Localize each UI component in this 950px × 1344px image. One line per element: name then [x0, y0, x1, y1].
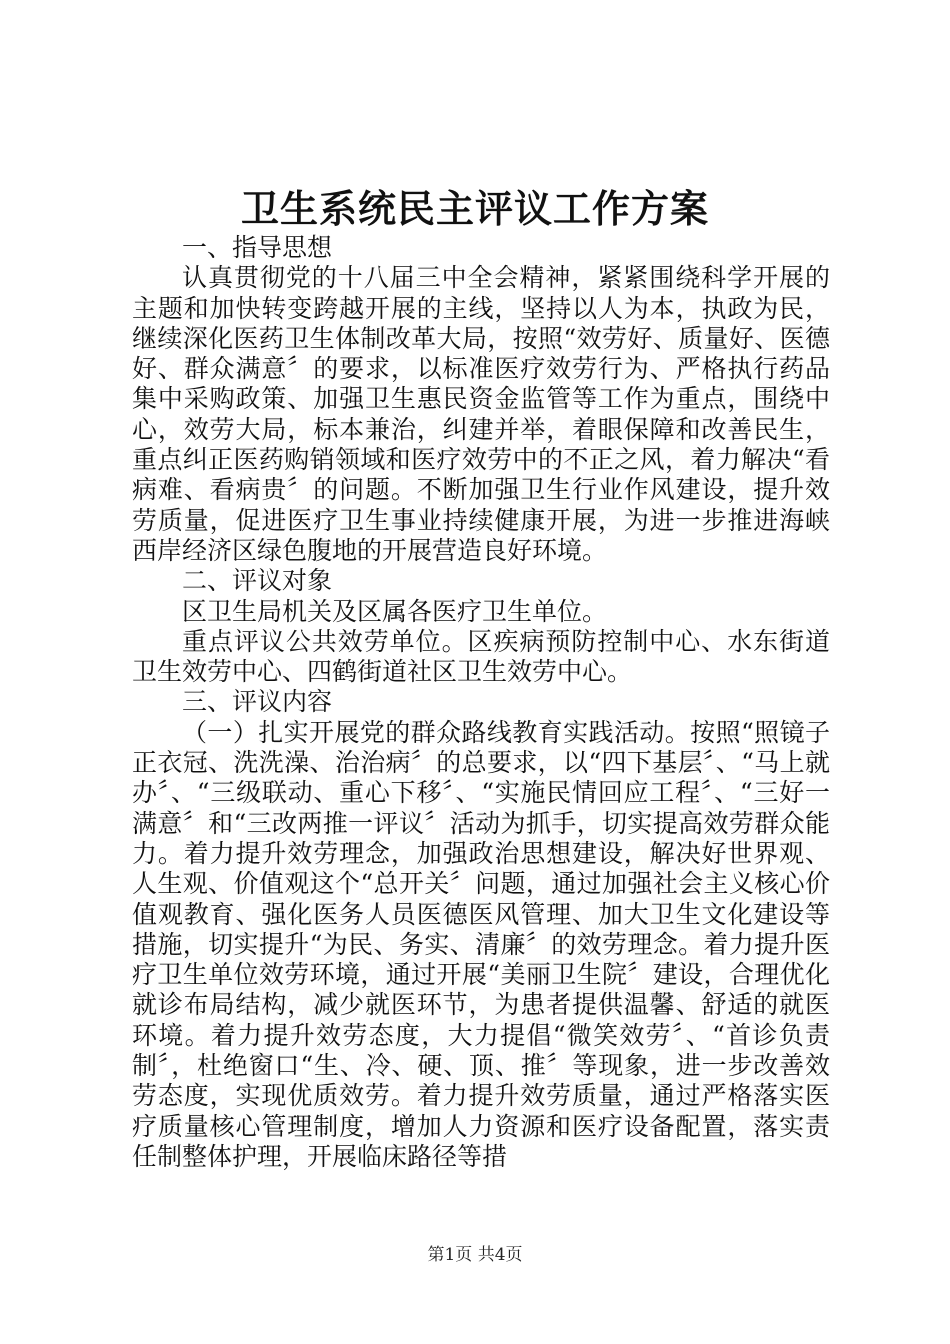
paragraph-guiding-ideology: 认真贯彻党的十八届三中全会精神，紧紧围绕科学开展的主题和加快转变跨越开展的主线，坚持以人为本，执政为民，继续深化医药卫生体制改革大局，按照“效劳好、质量好、医德好、群众满意〞的要求，以标准医疗效劳行为、严格执行药品集中采购政策、加强卫生惠民资金监管等工作为重点，围绕中心，效劳大局，标本兼治，纠建并举，着眼保障和改善民生，重点纠正医药购销领域和医疗效劳中的不正之风，着力解决“看病难、看病贵〞的问题。不断加强卫生行业作风建设，提升效劳质量，促进医疗卫生事业持续健康开展，为进一步推进海峡西岸经济区绿色腹地的开展营造良好环境。 [132, 263, 830, 565]
section-heading-review-content: 三、评议内容 [182, 687, 333, 717]
section-heading-guiding-ideology: 一、指导思想 [182, 233, 333, 262]
section-heading-review-objects: 二、评议对象 [182, 566, 333, 596]
paragraph-key-review-units: 重点评议公共效劳单位。区疾病预防控制中心、水东街道卫生效劳中心、四鹤街道社区卫生效劳中心。 [132, 626, 830, 687]
document-body [132, 233, 830, 1172]
paragraph-review-content-1: （一）扎实开展党的群众路线教育实践活动。按照“照镜子正衣冠、洗洗澡、治治病〞的总要求，以“四下基层〞、“马上就办〞、“三级联动、重心下移〞、“实施民情回应工程〞、“三好一满意〞和“三改两推一评议〞活动为抓手，切实提高效劳群众能力。着力提升效劳理念，加强政治思想建设，解决好世界观、人生观、价值观这个“总开关〞问题，通过加强社会主义核心价值观教育、强化医务人员医德医风管理、加大卫生文化建设等措施，切实提升“为民、务实、清廉〞的效劳理念。着力提升医疗卫生单位效劳环境，通过开展“美丽卫生院〞建设，合理优化就诊布局结构，减少就医环节，为患者提供温馨、舒适的就医环境。着力提升效劳态度，大力提倡“微笑效劳〞、“首诊负责制〞，杜绝窗口“生、冷、硬、顶、推〞等现象，进一步改善效劳态度，实现优质效劳。着力提升效劳质量，通过严格落实医疗质量核心管理制度，增加人力资源和医疗设备配置，落实责任制整体护理，开展临床路径等措 [132, 717, 830, 1171]
page-footer: 第1页 共4页 [427, 1245, 523, 1265]
document-title: 卫生系统民主评议工作方案 [240, 186, 709, 231]
paragraph-review-objects: 区卫生局机关及区属各医疗卫生单位。 [182, 596, 608, 626]
